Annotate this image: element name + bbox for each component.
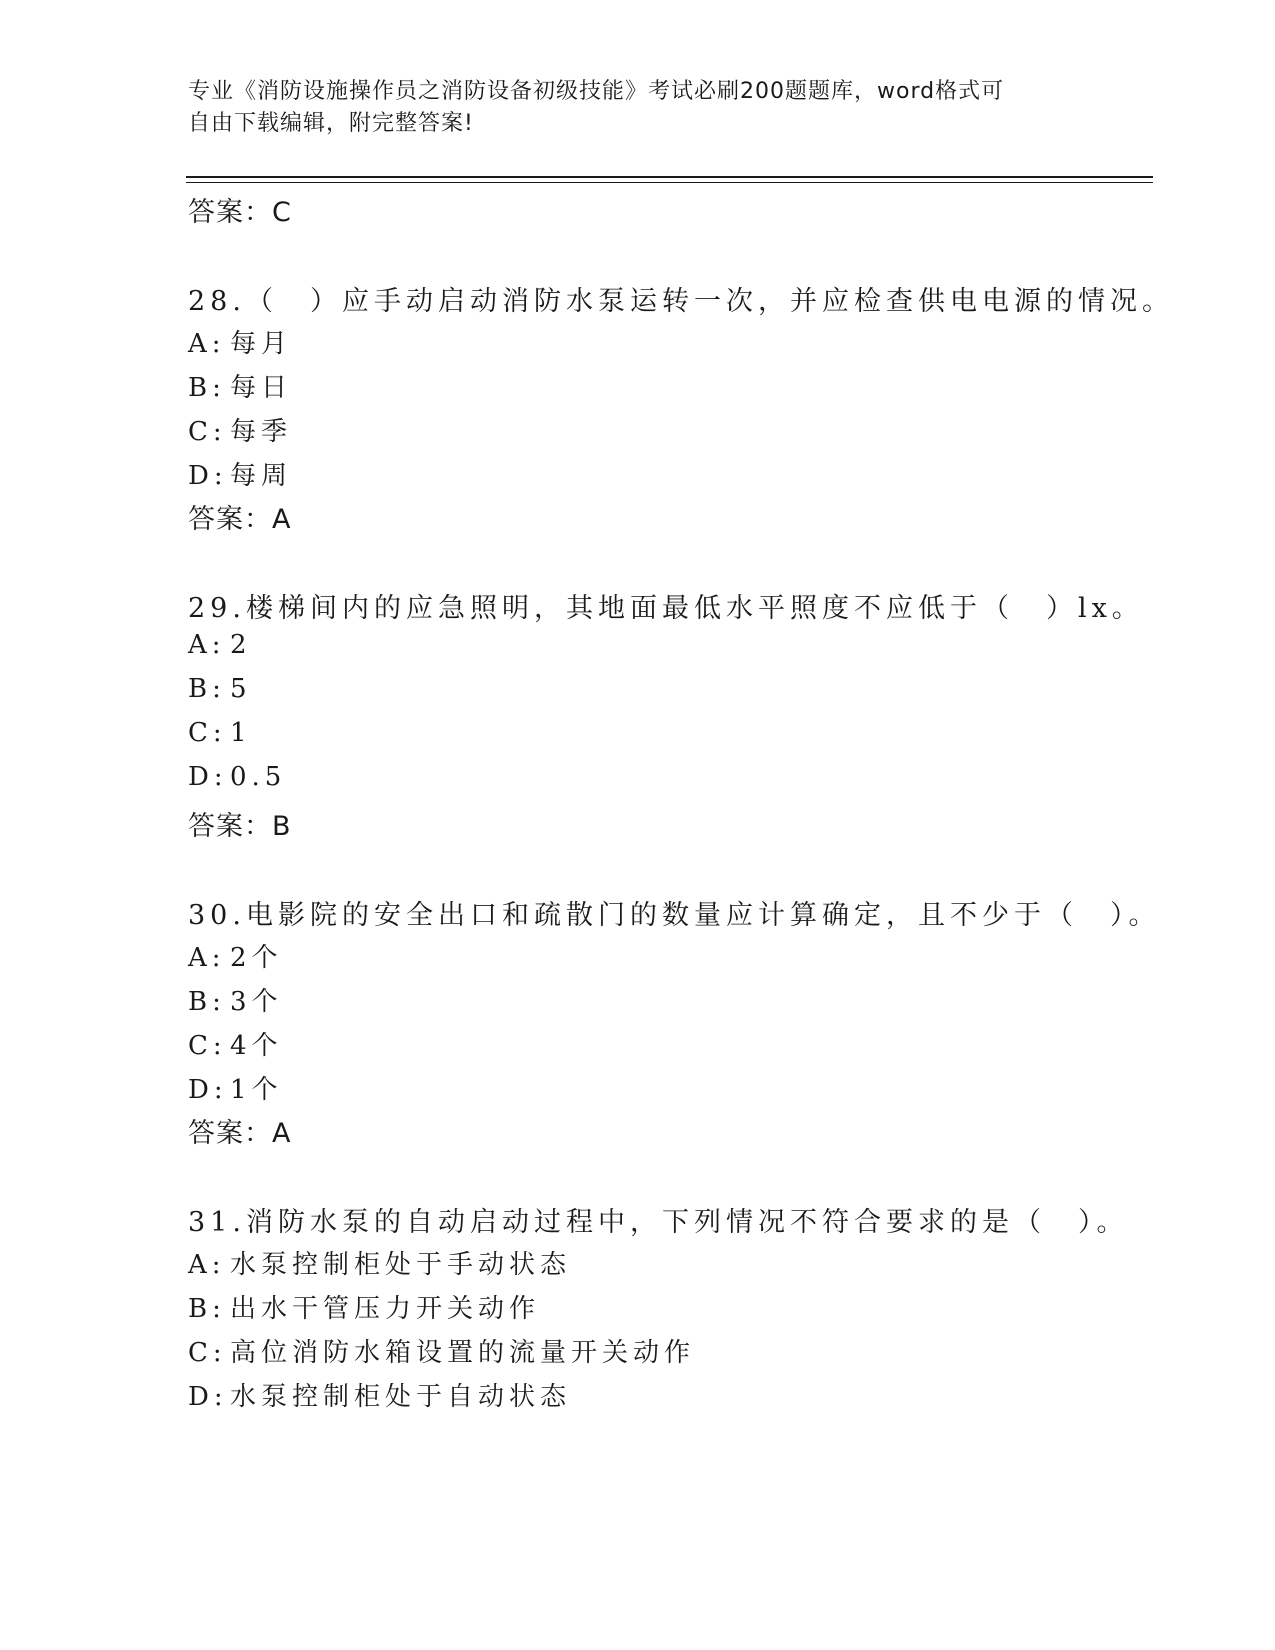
header-line-2: 自由下载编辑，附完整答案! bbox=[188, 111, 474, 136]
question-31-stem: 31.消防水泵的自动启动过程中，下列情况不符合要求的是（ ）。 bbox=[188, 1207, 1129, 1238]
option-key: C: bbox=[188, 417, 227, 447]
previous-answer: 答案：C bbox=[188, 197, 292, 228]
option-key: D: bbox=[188, 461, 228, 491]
option-text: 5 bbox=[230, 674, 252, 704]
option-key: C: bbox=[188, 1338, 227, 1368]
option-key: B: bbox=[188, 1294, 226, 1324]
question-28-option-b bbox=[188, 367, 292, 404]
option-text: 高位消防水箱设置的流量开关动作 bbox=[230, 1338, 696, 1368]
option-key: D: bbox=[188, 762, 228, 792]
question-31-option-d bbox=[188, 1376, 571, 1413]
question-30-answer: 答案：A bbox=[188, 1118, 292, 1149]
header-divider-thick bbox=[186, 176, 1153, 178]
header-divider-thin bbox=[186, 182, 1153, 183]
option-text: 0.5 bbox=[230, 762, 287, 792]
question-28-answer: 答案：A bbox=[188, 504, 292, 535]
option-key: A: bbox=[188, 1250, 226, 1280]
question-28-stem: 28.（ ）应手动启动消防水泵运转一次，并应检查供电电源的情况。 bbox=[188, 286, 1174, 317]
question-31-option-c bbox=[188, 1332, 695, 1369]
option-key: A: bbox=[188, 943, 226, 973]
option-text: 2个 bbox=[230, 943, 283, 973]
option-text: 每月 bbox=[230, 329, 293, 359]
question-29-stem: 29.楼梯间内的应急照明，其地面最低水平照度不应低于（ ）lx。 bbox=[188, 593, 1144, 624]
question-30-option-a bbox=[188, 937, 283, 974]
question-29-option-c bbox=[188, 718, 252, 748]
option-key: C: bbox=[188, 1031, 227, 1061]
option-text: 2 bbox=[230, 630, 252, 660]
question-29-answer: 答案：B bbox=[188, 811, 292, 842]
option-text: 每周 bbox=[230, 461, 293, 491]
question-28-option-a bbox=[188, 323, 292, 360]
question-31-option-a bbox=[188, 1244, 571, 1281]
option-text: 每季 bbox=[230, 417, 293, 447]
document-header bbox=[188, 76, 1088, 140]
question-29-option-a bbox=[188, 630, 252, 660]
question-30-option-d bbox=[188, 1069, 283, 1106]
option-key: B: bbox=[188, 674, 226, 704]
option-text: 1个 bbox=[230, 1075, 283, 1105]
question-28-option-d bbox=[188, 455, 292, 492]
question-30-stem: 30.电影院的安全出口和疏散门的数量应计算确定，且不少于（ ）。 bbox=[188, 900, 1161, 931]
option-text: 水泵控制柜处于自动状态 bbox=[230, 1382, 572, 1412]
option-key: D: bbox=[188, 1382, 228, 1412]
option-text: 1 bbox=[230, 718, 252, 748]
header-line-1: 专业《消防设施操作员之消防设备初级技能》考试必刷200题题库，word格式可 bbox=[188, 79, 1005, 104]
option-text: 3个 bbox=[230, 987, 283, 1017]
option-text: 4个 bbox=[230, 1031, 283, 1061]
question-30-option-b bbox=[188, 981, 283, 1018]
option-key: A: bbox=[188, 329, 226, 359]
option-key: D: bbox=[188, 1075, 228, 1105]
question-31-option-b bbox=[188, 1288, 540, 1325]
option-key: B: bbox=[188, 987, 226, 1017]
option-key: A: bbox=[188, 630, 226, 660]
option-text: 每日 bbox=[230, 373, 293, 403]
question-29-option-b bbox=[188, 674, 252, 704]
option-key: C: bbox=[188, 718, 227, 748]
question-28-option-c bbox=[188, 411, 292, 448]
question-30-option-c bbox=[188, 1025, 283, 1062]
question-29-option-d bbox=[188, 762, 286, 792]
option-text: 出水干管压力开关动作 bbox=[230, 1294, 541, 1324]
option-text: 水泵控制柜处于手动状态 bbox=[230, 1250, 572, 1280]
option-key: B: bbox=[188, 373, 226, 403]
